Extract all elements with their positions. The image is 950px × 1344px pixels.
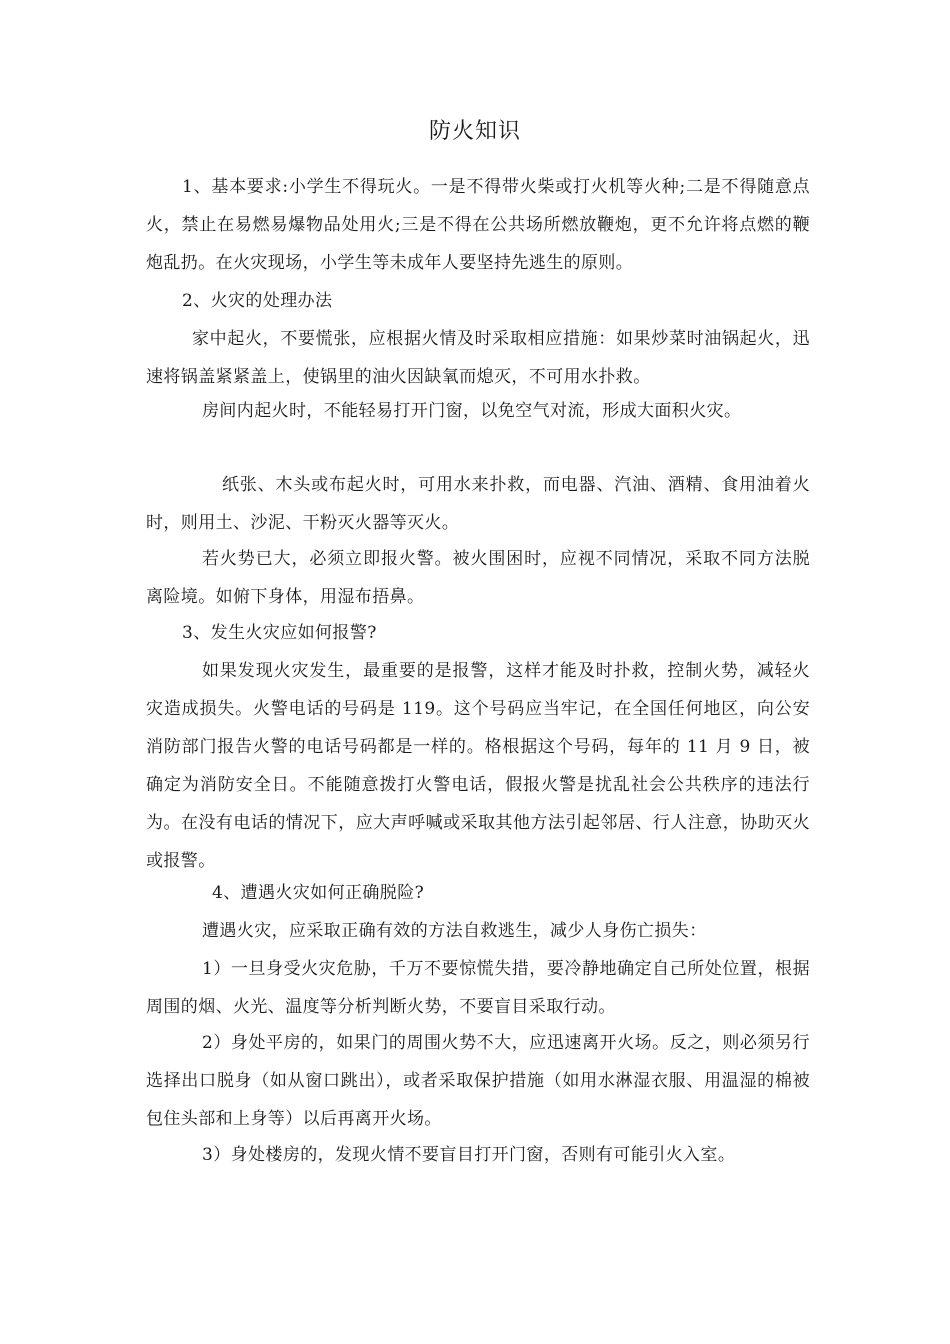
paragraph-report-119: 如果发现火灾发生，最重要的是报警，这样才能及时扑救，控制火势，减轻火灾造成损失。火警电话的号码是 119。这个号码应当牢记，在全国任何地区，向公安消防部门报告火警的电话号码都是一样的。格根据这个号码，每年的 11 月 9 日，被确定为消防安全日。不能随意拨打火警电话，假报火警是扰乱社会公共秩序的违法行为。在没有电话的情况下，应大声呼喊或采取其他方法引起邻居、行人注意，协助灭火或报警。: [146, 661, 810, 871]
paragraph-kitchen-fire: 家中起火，不要慌张，应根据火情及时采取相应措施：如果炒菜时油锅起火，迅速将锅盖紧紧盖上，使锅里的油火因缺氧而熄灭，不可用水扑救。: [146, 329, 810, 387]
paragraph-step-3: 3）身处楼房的，发现火情不要盲目打开门窗，否则有可能引火入室。: [202, 1145, 736, 1165]
document-title: 防火知识: [428, 119, 521, 144]
heading-fire-handling: 2、火灾的处理办法: [182, 291, 333, 311]
paragraph-call-fire-alarm: 若火势已大，必须立即报火警。被火围困时，应视不同情况，采取不同方法脱离险境。如俯下身体，用湿布捂鼻。: [146, 549, 810, 607]
heading-how-to-report: 3、发生火灾应如何报警?: [182, 623, 377, 643]
paragraph-room-fire: 房间内起火时，不能轻易打开门窗，以免空气对流，形成大面积火灾。: [202, 401, 742, 421]
paragraph-escape-intro: 遭遇火灾，应采取正确有效的方法自救逃生，减少人身伤亡损失：: [202, 921, 707, 941]
paragraph-extinguish-materials: 纸张、木头或布起火时，可用水来扑救，而电器、汽油、酒精、食用油着火时，则用土、沙泥、干粉灭火器等灭火。: [146, 475, 810, 533]
paragraph-step-1: 1）一旦身受火灾危胁，千万不要惊慌失措，要冷静地确定自己所处位置，根据周围的烟、火光、温度等分析判断火势，不要盲目采取行动。: [146, 959, 810, 1017]
paragraph-step-2: 2）身处平房的，如果门的周围火势不大，应迅速离开火场。反之，则必须另行选择出口脱身（如从窗口跳出），或者采取保护措施（如用水淋湿衣服、用温湿的棉被包住头部和上身等）以后再离开火场。: [146, 1033, 810, 1129]
heading-escape: 4、遭遇火灾如何正确脱险?: [212, 883, 425, 903]
paragraph-basic-requirements: 1、基本要求:小学生不得玩火。一是不得带火柴或打火机等火种;二是不得随意点火，禁止在易燃易爆物品处用火;三是不得在公共场所燃放鞭炮，更不允许将点燃的鞭炮乱扔。在火灾现场，小学生等未成年人要坚持先逃生的原则。: [146, 177, 810, 273]
